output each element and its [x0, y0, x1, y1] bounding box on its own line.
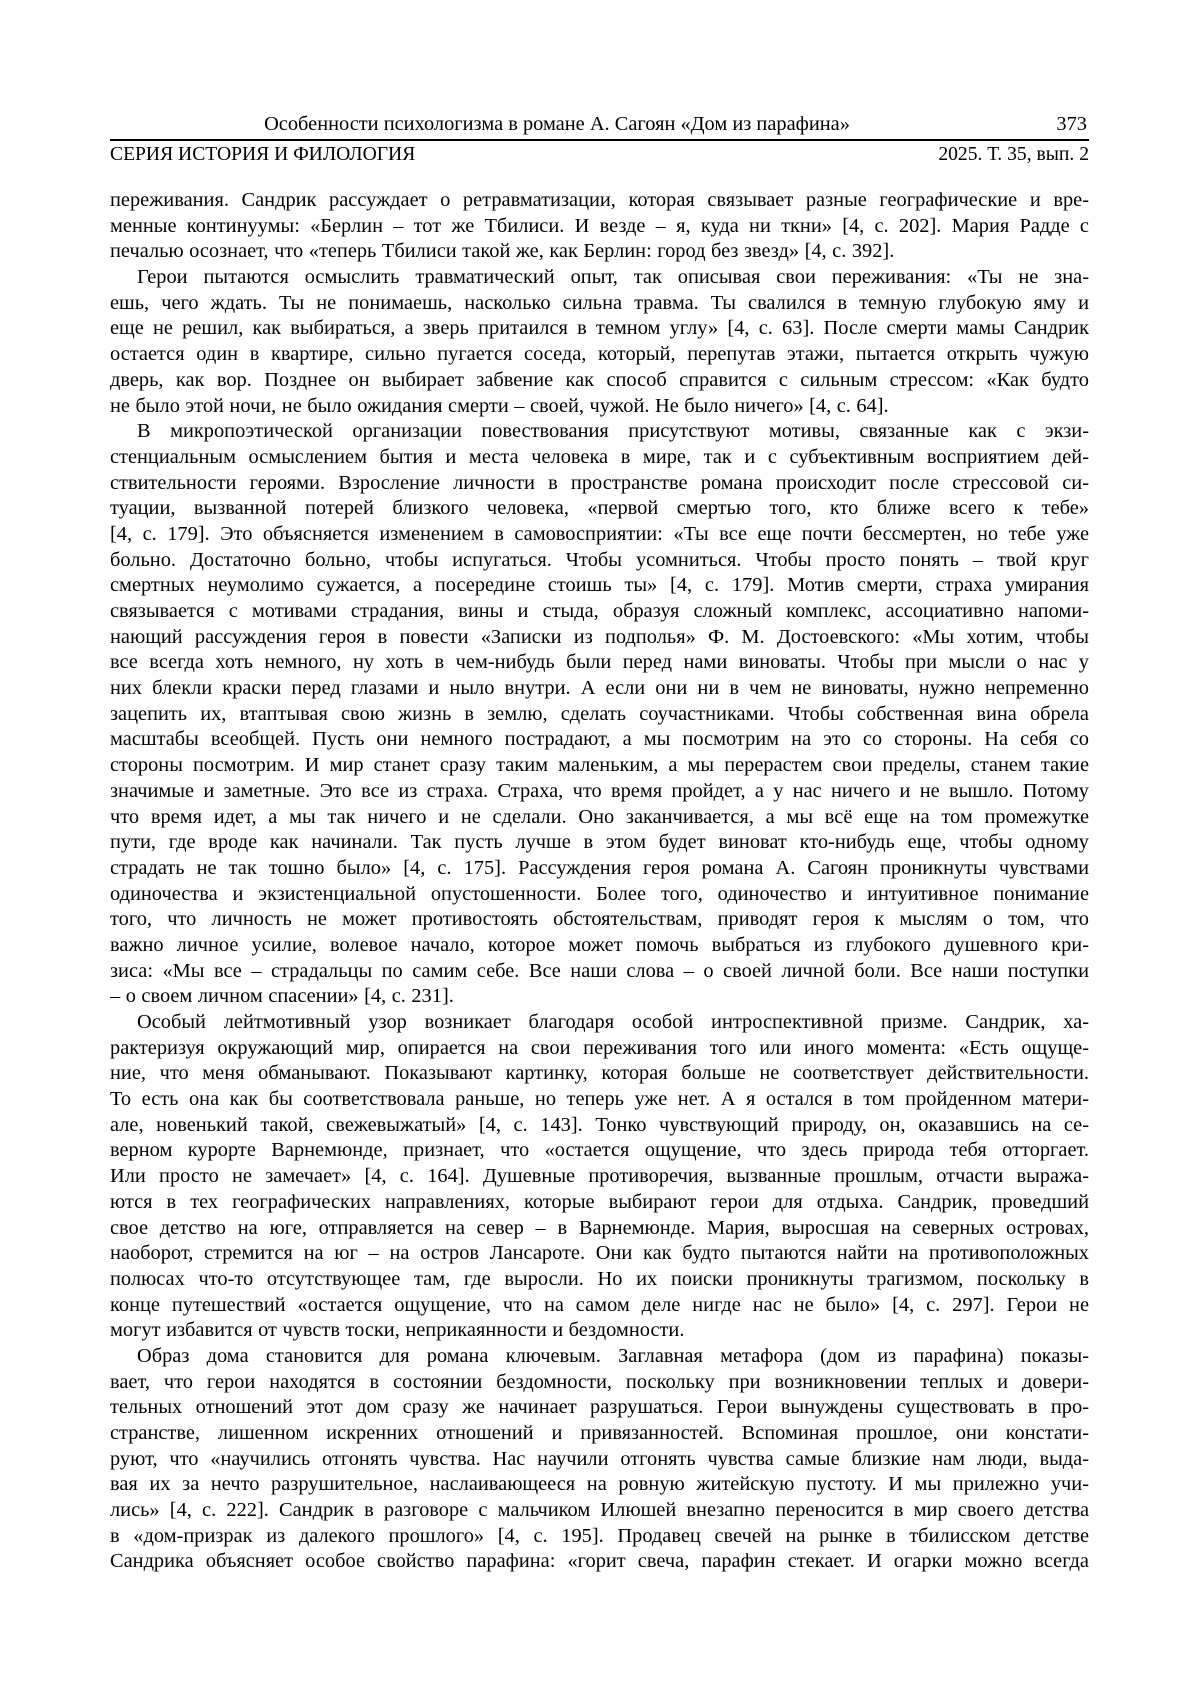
text-line: полюсах что-то отсутствующее там, где выросли. Но их поиски проникнуты трагизмом, поскольку в [110, 1267, 1089, 1290]
text-line: лись» [4, с. 222]. Сандрик в разговоре с мальчиком Илюшей внезапно переносится в мир своего детства [110, 1499, 1089, 1522]
text-line: туации, вызванной потерей близкого человека, «первой смертью того, кто ближе всего к тебе» [110, 497, 1089, 520]
text-line: печалью осознает, что «теперь Тбилиси такой же, как Берлин: город без звезд» [4, с. 392]. [110, 240, 895, 263]
text-line: конце путешествий «остается ощущение, что на самом деле нигде нас не было» [4, с. 297]. Герои не [110, 1293, 1089, 1316]
text-line: значимые и заметные. Это все из страха. Страха, что время пройдет, а у нас ничего и не вышло. Потому [110, 779, 1089, 802]
text-line: ние, что меня обманывают. Показывают картинку, которая больше не соответствует действительности. [110, 1062, 1089, 1085]
text-line: тельных отношений этот дом сразу же начинает разрушаться. Герои вынуждены существовать в про- [110, 1396, 1089, 1419]
text-line: все всегда хоть немного, ну хоть в чем-нибудь были перед нами виноваты. Чтобы при мысли о нас у [110, 651, 1089, 674]
text-line: что время идет, а мы так ничего и не сделали. Оно заканчивается, а мы всё еще на том промежутке [110, 805, 1089, 828]
text-line: То есть она как бы соответствовала раньше, но теперь уже нет. А я остался в том пройденном матери- [110, 1088, 1089, 1111]
text-line: нающий рассуждения героя в повести «Записки из подполья» Ф. М. Достоевского: «Мы хотим, чтобы [110, 625, 1089, 648]
text-line: зацепить их, втаптывая свою жизнь в землю, сделать соучастниками. Чтобы собственная вина обрела [110, 702, 1089, 725]
text-line: ются в тех географических направлениях, которые выбирают герои для отдыха. Сандрик, проведший [110, 1190, 1089, 1213]
text-line: Сандрика объясняет особое свойство парафина: «горит свеча, парафин стекает. И огарки можно всегда [110, 1550, 1089, 1573]
text-line: Особый лейтмотивный узор возникает благодаря особой интроспективной призме. Сандрик, ха- [137, 1011, 1089, 1033]
article-body [110, 188, 1089, 1575]
running-head-row [110, 112, 1089, 138]
text-line: зиса: «Мы все – страдальцы по самим себе. Все наши слова – о своей личной боли. Все наши поступки [110, 959, 1089, 982]
text-line: Образ дома становится для романа ключевым. Заглавная метафора (дом из парафина) показы- [137, 1344, 1089, 1367]
text-line: [4, с. 179]. Это объясняется изменением в самовосприятии: «Ты все еще почти бессмертен, но тебе уже [110, 522, 1089, 545]
text-line: верном курорте Варнемюнде, признает, что «остается ощущение, что здесь природа тебя отторгает. [110, 1139, 1089, 1162]
text-line: наоборот, стремится на юг – на остров Лансароте. Они как будто пытаются найти на противоположных [110, 1242, 1089, 1265]
text-line: масштабы всеобщей. Пусть они немного пострадают, а мы посмотрим на это со стороны. На себя со [110, 728, 1089, 751]
issue-label: 2025. Т. 35, вып. 2 [938, 144, 1089, 165]
text-line: переживания. Сандрик рассуждает о ретравматизации, которая связывает разные географические и вре- [110, 189, 1089, 211]
text-line: ствительности героями. Взросление личности в пространстве романа происходит после стрессовой си- [110, 471, 1089, 494]
text-line: Или просто не замечает» [4, с. 164]. Душевные противоречия, вызванные прошлым, отчасти выража- [110, 1165, 1089, 1188]
text-line: менные континуумы: «Берлин – тот же Тбилиси. И везде – я, куда ни ткни» [4, с. 202]. Мария Радде с [110, 214, 1089, 237]
text-line: смертных неумолимо сужается, а посередине стоишь ты» [4, с. 179]. Мотив смерти, страха умирания [110, 574, 1089, 597]
text-line: вая их за нечто разрушительное, наслаивающееся на ровную житейскую пустоту. И мы прилежно учи- [110, 1473, 1089, 1496]
text-line: странстве, лишенном искренних отношений и привязанностей. Вспоминая прошлое, они констати- [110, 1422, 1089, 1444]
text-line: В микропоэтической организации повествования присутствуют мотивы, связанные как с экзи- [137, 420, 1089, 443]
text-line: больно. Достаточно больно, чтобы испугаться. Чтобы усомниться. Чтобы просто понять – твой круг [110, 548, 1089, 571]
text-line: вает, что герои находятся в состоянии бездомности, поскольку при возникновении теплых и довери- [110, 1370, 1089, 1393]
text-line: Герои пытаются осмыслить травматический опыт, так описывая свои переживания: «Ты не зна- [137, 266, 1089, 289]
text-line: рактеризуя окружающий мир, опирается на свои переживания того или иного момента: «Есть ощуще- [110, 1036, 1089, 1059]
text-line: дверь, как вор. Позднее он выбирает забвение как способ справится с сильным стрессом: «Как будто [110, 368, 1089, 391]
text-line: остается один в квартире, сильно пугается соседа, который, перепутав этажи, пытается открыть чужую [110, 343, 1089, 366]
text-line: того, что личность не может противостоять обстоятельствам, приводят героя к мыслям о том, что [110, 908, 1089, 931]
text-line: свое детство на юге, отправляется на север – в Варнемюнде. Мария, выросшая на северных островах, [110, 1216, 1089, 1239]
text-line: руют, что «научились отгонять чувства. Нас научили отгонять чувства самые близкие нам люди, выда- [110, 1447, 1089, 1470]
text-line: страдать не так тошно было» [4, с. 175]. Рассуждения героя романа А. Сагоян проникнуты чувствами [110, 856, 1089, 879]
series-label: СЕРИЯ ИСТОРИЯ И ФИЛОЛОГИЯ [110, 144, 416, 165]
text-line: могут избавится от чувств тоски, неприкаянности и бездомности. [110, 1319, 685, 1342]
text-line: еще не решил, как выбираться, а зверь притаился в темном углу» [4, с. 63]. После смерти мамы Сандрик [110, 317, 1089, 340]
text-line: одиночества и экзистенциальной опустошенности. Более того, одиночество и интуитивное понимание [110, 882, 1089, 905]
header-rule [110, 139, 1089, 141]
text-line: ешь, чего ждать. Ты не понимаешь, насколько сильна травма. Ты свалился в темную глубокую яму и [110, 291, 1089, 314]
text-line: не было этой ночи, не было ожидания смерти – своей, чужой. Не было ничего» [4, с. 64]. [110, 394, 889, 417]
running-title: Особенности психологизма в романе А. Сагоян «Дом из парафина» [264, 113, 850, 135]
page-header [110, 112, 1089, 166]
text-line: важно личное усилие, волевое начало, которое может помочь выбраться из глубокого душевного кри- [110, 933, 1089, 956]
text-line: стороны посмотрим. И мир станет сразу таким маленьким, а мы перерастем свои пределы, станем такие [110, 754, 1089, 777]
page-number: 373 [1056, 113, 1087, 135]
text-line: – о своем личном спасении» [4, с. 231]. [110, 985, 454, 1008]
series-row [110, 143, 1089, 166]
text-line: але, новенький такой, свежевыжатый» [4, с. 143]. Тонко чувствующий природу, он, оказавшись на се- [110, 1113, 1089, 1136]
text-line: в «дом-призрак из далекого прошлого» [4, с. 195]. Продавец свечей на рынке в тбилисском детстве [110, 1524, 1089, 1547]
text-line: пути, где вроде как начинали. Так пусть лучше в этом будет виноват кто-нибудь еще, чтобы одному [110, 831, 1089, 854]
text-line: них блекли краски перед глазами и ныло внутри. А если они ни в чем не виноваты, нужно непременно [110, 677, 1089, 700]
text-line: связывается с мотивами страдания, вины и стыда, образуя сложный комплекс, ассоциативно напоми- [110, 600, 1089, 622]
text-line: стенциальным осмыслением бытия и места человека в мире, так и с субъективным восприятием дей- [110, 445, 1089, 468]
